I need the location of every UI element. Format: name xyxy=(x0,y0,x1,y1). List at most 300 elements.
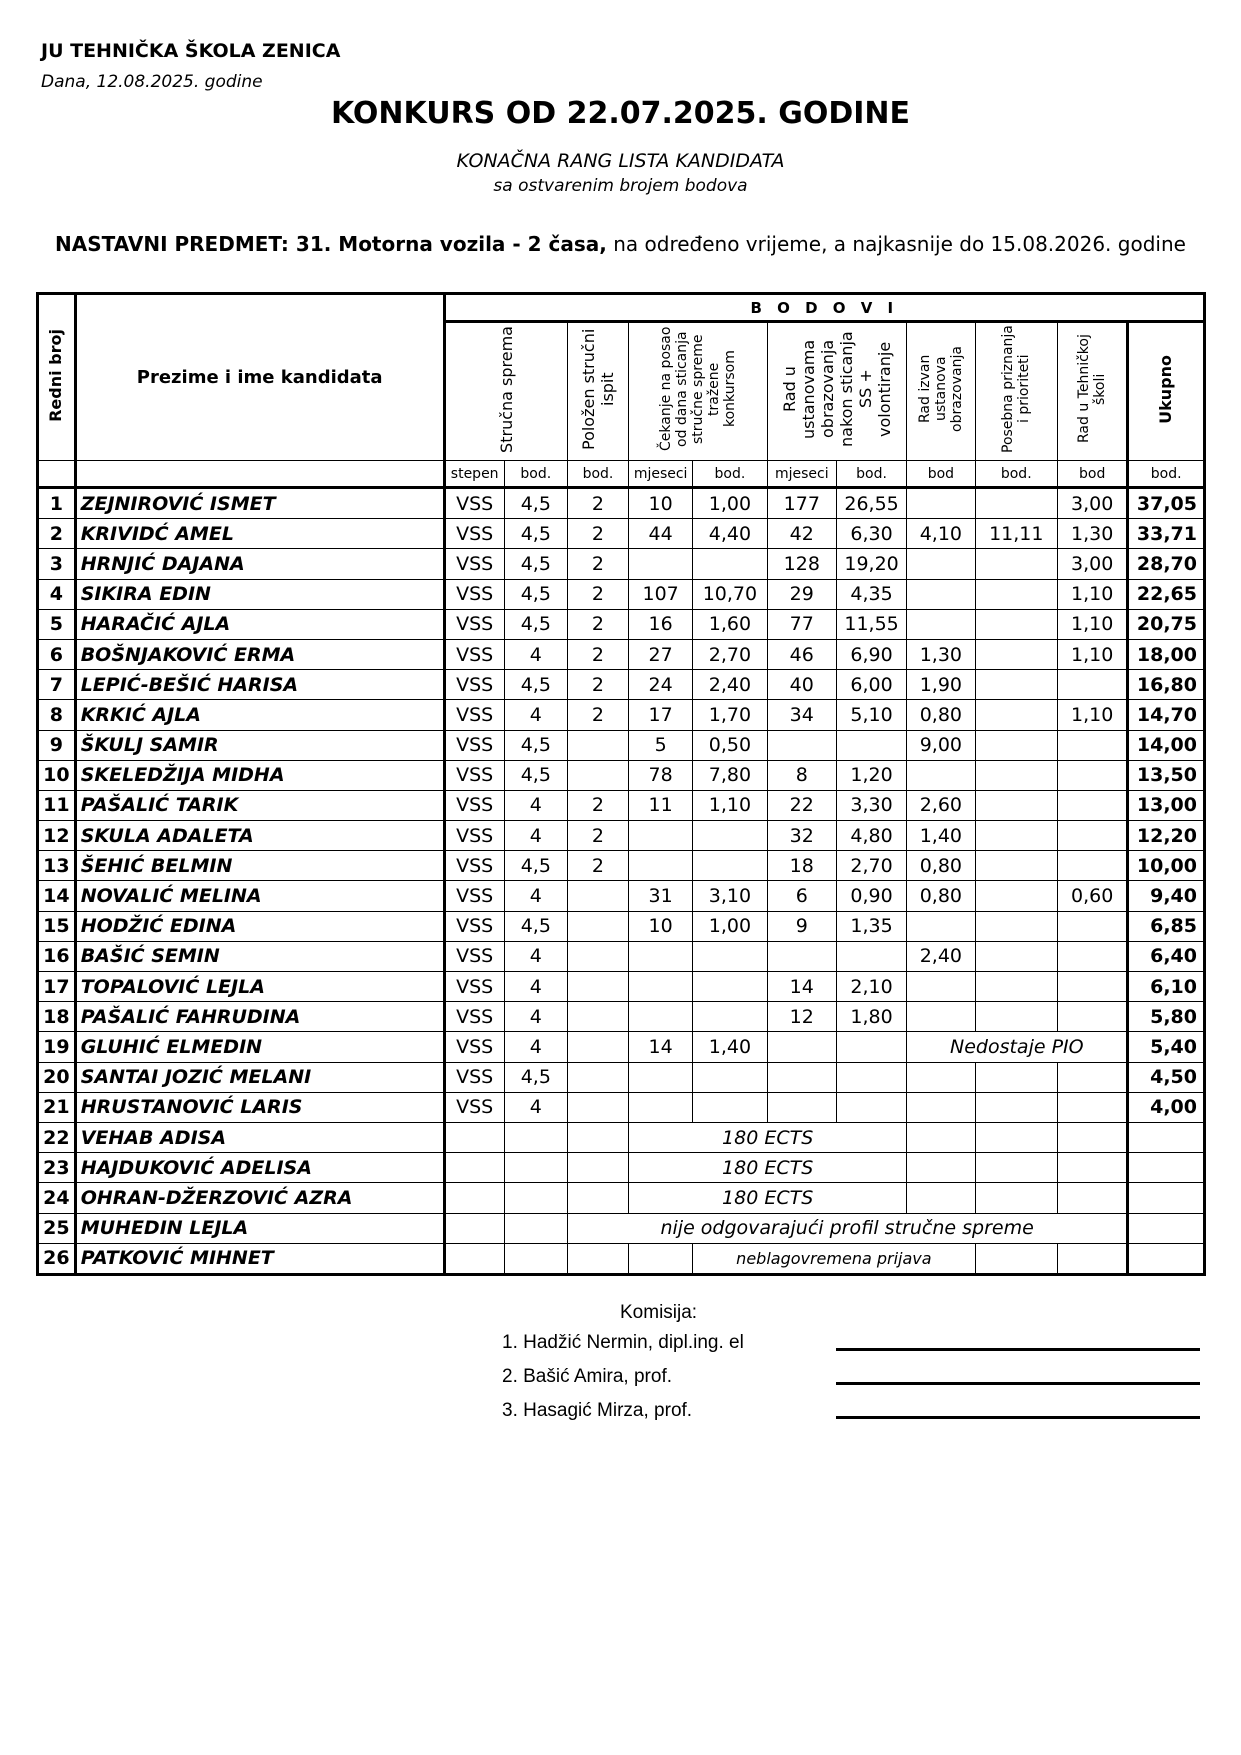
score-cell: 4,5 xyxy=(504,730,567,760)
candidate-name: SKULA ADALETA xyxy=(75,821,444,851)
score-cell xyxy=(1058,821,1128,851)
score-cell xyxy=(567,1243,628,1274)
score-cell: VSS xyxy=(444,911,504,941)
score-cell: VSS xyxy=(444,1032,504,1062)
score-cell xyxy=(693,972,767,1002)
score-cell: 177 xyxy=(767,488,836,519)
score-cell: 1,20 xyxy=(836,760,906,790)
score-cell: 1,10 xyxy=(1058,700,1128,730)
score-cell: 1,60 xyxy=(693,609,767,639)
score-cell xyxy=(1058,730,1128,760)
score-cell xyxy=(1058,1153,1128,1183)
row-number: 8 xyxy=(38,700,76,730)
total-score xyxy=(1128,1213,1205,1243)
row-number: 5 xyxy=(38,609,76,639)
score-cell: 2 xyxy=(567,821,628,851)
score-cell: 16 xyxy=(629,609,693,639)
score-cell xyxy=(1058,1092,1128,1122)
candidate-name: MUHEDIN LEJLA xyxy=(75,1213,444,1243)
table-row xyxy=(38,639,1205,669)
score-cell: VSS xyxy=(444,1092,504,1122)
candidate-name: PAŠALIĆ FAHRUDINA xyxy=(75,1002,444,1032)
score-cell: 10 xyxy=(629,911,693,941)
row-number: 18 xyxy=(38,1002,76,1032)
total-score: 5,80 xyxy=(1128,1002,1205,1032)
row-number: 22 xyxy=(38,1122,76,1152)
total-score xyxy=(1128,1183,1205,1213)
score-cell xyxy=(907,1062,975,1092)
score-cell xyxy=(567,1092,628,1122)
score-cell xyxy=(975,1062,1058,1092)
score-cell: 42 xyxy=(767,519,836,549)
score-cell xyxy=(1058,760,1128,790)
header-redni-broj: Redni broj xyxy=(38,294,76,461)
score-cell xyxy=(767,730,836,760)
candidate-name: HRUSTANOVIĆ LARIS xyxy=(75,1092,444,1122)
score-cell: 1,10 xyxy=(693,790,767,820)
school-name: JU TEHNIČKA ŠKOLA ZENICA xyxy=(41,40,341,62)
subheader-cell: mjeseci xyxy=(767,461,836,488)
candidate-name: VEHAB ADISA xyxy=(75,1122,444,1152)
score-cell: 4 xyxy=(504,700,567,730)
score-cell: 4 xyxy=(504,821,567,851)
score-cell: 34 xyxy=(767,700,836,730)
row-number: 14 xyxy=(38,881,76,911)
commission-member-2: 2. Bašić Amira, prof. xyxy=(502,1366,673,1387)
candidate-name: BAŠIĆ SEMIN xyxy=(75,941,444,971)
score-cell xyxy=(629,1092,693,1122)
score-cell xyxy=(693,1062,767,1092)
table-row xyxy=(38,851,1205,881)
score-cell xyxy=(1058,941,1128,971)
score-cell xyxy=(693,1002,767,1032)
row-number: 12 xyxy=(38,821,76,851)
score-cell xyxy=(693,1092,767,1122)
total-score: 28,70 xyxy=(1128,549,1205,579)
score-cell: 44 xyxy=(629,519,693,549)
subheader-cell: bod xyxy=(907,461,975,488)
score-cell xyxy=(975,911,1058,941)
subheader-empty xyxy=(38,461,76,488)
score-cell: 7,80 xyxy=(693,760,767,790)
score-cell: VSS xyxy=(444,790,504,820)
score-cell xyxy=(975,1183,1058,1213)
candidate-name: GLUHIĆ ELMEDIN xyxy=(75,1032,444,1062)
score-cell xyxy=(1058,1243,1128,1274)
score-cell: VSS xyxy=(444,972,504,1002)
candidate-name: NOVALIĆ MELINA xyxy=(75,881,444,911)
score-cell: 3,30 xyxy=(836,790,906,820)
table-row xyxy=(38,700,1205,730)
score-cell xyxy=(907,1002,975,1032)
score-cell: 2,10 xyxy=(836,972,906,1002)
score-cell xyxy=(1058,1183,1128,1213)
score-cell: 4,80 xyxy=(836,821,906,851)
subheader-cell: bod. xyxy=(975,461,1058,488)
header-rad-izvan: Rad izvan ustanova obrazovanja xyxy=(907,322,975,461)
score-cell xyxy=(567,972,628,1002)
commission-label: Komisija: xyxy=(620,1302,698,1323)
row-number: 21 xyxy=(38,1092,76,1122)
total-score xyxy=(1128,1122,1205,1152)
table-row xyxy=(38,670,1205,700)
score-cell xyxy=(975,881,1058,911)
subheader-empty xyxy=(75,461,444,488)
score-cell xyxy=(1058,1122,1128,1152)
score-cell: 0,90 xyxy=(836,881,906,911)
candidate-name: KRIVIDĆ AMEL xyxy=(75,519,444,549)
score-cell: 1,10 xyxy=(1058,609,1128,639)
score-cell xyxy=(907,1092,975,1122)
score-cell xyxy=(1058,972,1128,1002)
subheader-cell: bod. xyxy=(504,461,567,488)
score-cell xyxy=(907,609,975,639)
page-title: KONKURS OD 22.07.2025. GODINE xyxy=(330,96,910,131)
score-cell xyxy=(836,941,906,971)
row-number: 19 xyxy=(38,1032,76,1062)
score-cell: 24 xyxy=(629,670,693,700)
score-cell: 0,60 xyxy=(1058,881,1128,911)
score-cell xyxy=(629,1062,693,1092)
score-cell xyxy=(567,1122,628,1152)
score-cell xyxy=(1058,670,1128,700)
row-number: 24 xyxy=(38,1183,76,1213)
score-cell xyxy=(629,1002,693,1032)
score-cell: 10,70 xyxy=(693,579,767,609)
candidate-name: HODŽIĆ EDINA xyxy=(75,911,444,941)
row-note: 180 ECTS xyxy=(629,1183,907,1213)
score-cell: 17 xyxy=(629,700,693,730)
score-cell xyxy=(693,821,767,851)
total-score: 6,40 xyxy=(1128,941,1205,971)
score-cell xyxy=(907,549,975,579)
score-cell xyxy=(693,549,767,579)
row-number: 6 xyxy=(38,639,76,669)
subject-rest: na određeno vrijeme, a najkasnije do 15.08.2026. godine xyxy=(606,232,1186,256)
row-number: 7 xyxy=(38,670,76,700)
score-cell xyxy=(907,488,975,519)
candidate-name: PAŠALIĆ TARIK xyxy=(75,790,444,820)
score-cell: 4,5 xyxy=(504,488,567,519)
table-row xyxy=(38,941,1205,971)
score-cell xyxy=(907,1183,975,1213)
table-row xyxy=(38,790,1205,820)
score-cell xyxy=(767,1062,836,1092)
score-cell: 4,5 xyxy=(504,579,567,609)
score-cell: 4 xyxy=(504,881,567,911)
row-number: 20 xyxy=(38,1062,76,1092)
score-cell: 78 xyxy=(629,760,693,790)
score-cell: 1,30 xyxy=(1058,519,1128,549)
score-cell xyxy=(907,579,975,609)
table-row xyxy=(38,1092,1205,1122)
row-number: 15 xyxy=(38,911,76,941)
subtitle: KONAČNA RANG LISTA KANDIDATA xyxy=(456,150,785,172)
score-cell xyxy=(907,972,975,1002)
total-score: 12,20 xyxy=(1128,821,1205,851)
candidate-name: ŠKULJ SAMIR xyxy=(75,730,444,760)
score-cell: 2 xyxy=(567,519,628,549)
candidate-name: HRNJIĆ DAJANA xyxy=(75,549,444,579)
score-cell: VSS xyxy=(444,1062,504,1092)
table-row xyxy=(38,1032,1205,1062)
score-cell: 3,00 xyxy=(1058,488,1128,519)
score-cell: 4,5 xyxy=(504,519,567,549)
score-cell: 4,5 xyxy=(504,609,567,639)
score-cell xyxy=(504,1153,567,1183)
candidate-name: PATKOVIĆ MIHNET xyxy=(75,1243,444,1274)
row-number: 13 xyxy=(38,851,76,881)
score-cell xyxy=(504,1213,567,1243)
score-cell xyxy=(567,730,628,760)
subheader-cell: mjeseci xyxy=(629,461,693,488)
score-cell: 4 xyxy=(504,639,567,669)
score-cell xyxy=(975,670,1058,700)
score-cell xyxy=(444,1213,504,1243)
score-cell xyxy=(1058,851,1128,881)
total-score: 6,10 xyxy=(1128,972,1205,1002)
score-cell xyxy=(504,1122,567,1152)
row-note: 180 ECTS xyxy=(629,1122,907,1152)
score-cell: 4,40 xyxy=(693,519,767,549)
score-cell xyxy=(836,1032,906,1062)
subheader-cell: stepen xyxy=(444,461,504,488)
header-cekanje: Čekanje na posao od dana sticanja stručne spreme tražene konkursom xyxy=(629,322,768,461)
score-cell: 2 xyxy=(567,851,628,881)
score-cell: VSS xyxy=(444,639,504,669)
total-score: 14,70 xyxy=(1128,700,1205,730)
score-cell: 2 xyxy=(567,549,628,579)
candidate-name: HAJDUKOVIĆ ADELISA xyxy=(75,1153,444,1183)
score-cell: VSS xyxy=(444,670,504,700)
table-row xyxy=(38,1153,1205,1183)
score-cell: 12 xyxy=(767,1002,836,1032)
score-cell: 2 xyxy=(567,488,628,519)
total-score: 16,80 xyxy=(1128,670,1205,700)
score-cell xyxy=(693,941,767,971)
subtitle-secondary: sa ostvarenim brojem bodova xyxy=(493,176,748,196)
row-note: 180 ECTS xyxy=(629,1153,907,1183)
row-number: 2 xyxy=(38,519,76,549)
table-row xyxy=(38,1243,1205,1274)
commission-member-1: 1. Hadžić Nermin, dipl.ing. el xyxy=(502,1332,744,1353)
total-score: 13,00 xyxy=(1128,790,1205,820)
subheader-cell: bod. xyxy=(836,461,906,488)
header-rad-ustanovama: Rad u ustanovama obrazovanja nakon sticanja SS + volontiranje xyxy=(767,322,907,461)
row-number: 11 xyxy=(38,790,76,820)
score-cell: 1,10 xyxy=(1058,579,1128,609)
score-cell: 0,80 xyxy=(907,851,975,881)
score-cell: 2,70 xyxy=(836,851,906,881)
table-row xyxy=(38,730,1205,760)
total-score: 33,71 xyxy=(1128,519,1205,549)
score-cell xyxy=(1058,1002,1128,1032)
table-row xyxy=(38,911,1205,941)
score-cell: VSS xyxy=(444,730,504,760)
score-cell: VSS xyxy=(444,881,504,911)
score-cell: 4 xyxy=(504,941,567,971)
candidate-name: ŠEHIĆ BELMIN xyxy=(75,851,444,881)
total-score: 5,40 xyxy=(1128,1032,1205,1062)
score-cell: VSS xyxy=(444,700,504,730)
candidate-name: KRKIĆ AJLA xyxy=(75,700,444,730)
table-row xyxy=(38,1183,1205,1213)
score-cell: 6,90 xyxy=(836,639,906,669)
header-name: Prezime i ime kandidata xyxy=(75,294,444,461)
score-cell xyxy=(975,821,1058,851)
candidate-name: HARAČIĆ AJLA xyxy=(75,609,444,639)
score-cell: VSS xyxy=(444,1002,504,1032)
score-cell xyxy=(629,821,693,851)
score-cell xyxy=(975,1002,1058,1032)
score-cell xyxy=(975,1092,1058,1122)
candidate-name: LEPIĆ-BEŠIĆ HARISA xyxy=(75,670,444,700)
score-cell xyxy=(975,730,1058,760)
score-cell xyxy=(629,549,693,579)
score-cell: 0,80 xyxy=(907,881,975,911)
score-cell xyxy=(836,730,906,760)
score-cell: 14 xyxy=(767,972,836,1002)
score-cell: 128 xyxy=(767,549,836,579)
score-cell: VSS xyxy=(444,821,504,851)
score-cell: 1,00 xyxy=(693,911,767,941)
score-cell xyxy=(629,972,693,1002)
score-cell: 6,00 xyxy=(836,670,906,700)
score-cell xyxy=(907,760,975,790)
score-cell xyxy=(975,941,1058,971)
score-cell: 6 xyxy=(767,881,836,911)
score-cell xyxy=(975,790,1058,820)
score-cell xyxy=(693,851,767,881)
signature-line-1 xyxy=(836,1348,1200,1351)
signature-line-3 xyxy=(836,1416,1200,1419)
score-cell: 2 xyxy=(567,639,628,669)
score-cell xyxy=(975,1243,1058,1274)
score-cell xyxy=(629,851,693,881)
score-cell: 2,70 xyxy=(693,639,767,669)
row-number: 10 xyxy=(38,760,76,790)
score-cell xyxy=(975,579,1058,609)
subheader-cell: bod xyxy=(1058,461,1128,488)
score-cell xyxy=(444,1243,504,1274)
score-cell: 0,50 xyxy=(693,730,767,760)
score-cell: 1,70 xyxy=(693,700,767,730)
score-cell xyxy=(629,1243,693,1274)
row-number: 26 xyxy=(38,1243,76,1274)
row-note: neblagovremena prijava xyxy=(693,1243,975,1274)
score-cell xyxy=(567,911,628,941)
subject-bold: NASTAVNI PREDMET: 31. Motorna vozila - 2 časa, xyxy=(55,232,607,256)
score-cell: 4,5 xyxy=(504,1062,567,1092)
score-cell: 4,5 xyxy=(504,760,567,790)
score-cell xyxy=(1058,790,1128,820)
score-cell: 32 xyxy=(767,821,836,851)
score-cell: 1,90 xyxy=(907,670,975,700)
score-cell xyxy=(767,1092,836,1122)
total-score: 4,50 xyxy=(1128,1062,1205,1092)
score-cell: 2,40 xyxy=(907,941,975,971)
row-number: 4 xyxy=(38,579,76,609)
score-cell: 1,40 xyxy=(907,821,975,851)
header-rad-tehnickoj: Rad u Tehničkoj školi xyxy=(1058,322,1128,461)
score-cell xyxy=(975,1153,1058,1183)
score-cell: 0,80 xyxy=(907,700,975,730)
score-cell: 2 xyxy=(567,790,628,820)
score-cell xyxy=(567,760,628,790)
signature-line-2 xyxy=(836,1382,1200,1385)
row-number: 1 xyxy=(38,488,76,519)
score-cell: 1,10 xyxy=(1058,639,1128,669)
header-ukupno: Ukupno xyxy=(1128,322,1205,461)
score-cell xyxy=(1058,1062,1128,1092)
score-cell: VSS xyxy=(444,851,504,881)
total-score: 9,40 xyxy=(1128,881,1205,911)
score-cell: 5,10 xyxy=(836,700,906,730)
score-cell: 3,00 xyxy=(1058,549,1128,579)
subject-line xyxy=(0,232,1241,256)
score-cell: VSS xyxy=(444,609,504,639)
table-row xyxy=(38,1062,1205,1092)
score-cell xyxy=(975,488,1058,519)
score-cell xyxy=(444,1183,504,1213)
score-cell: 2,40 xyxy=(693,670,767,700)
candidate-name: SKELEDŽIJA MIDHA xyxy=(75,760,444,790)
score-cell: 4 xyxy=(504,972,567,1002)
total-score: 4,00 xyxy=(1128,1092,1205,1122)
score-cell: 1,30 xyxy=(907,639,975,669)
score-cell: 46 xyxy=(767,639,836,669)
score-cell: 29 xyxy=(767,579,836,609)
score-cell: 9,00 xyxy=(907,730,975,760)
candidate-name: SANTAI JOZIĆ MELANI xyxy=(75,1062,444,1092)
table-row xyxy=(38,1002,1205,1032)
table-row xyxy=(38,609,1205,639)
score-cell: 4 xyxy=(504,1092,567,1122)
score-cell xyxy=(629,941,693,971)
header-polozen-ispit: Položen stručni ispit xyxy=(567,322,628,461)
document-date: Dana, 12.08.2025. godine xyxy=(41,72,263,92)
table-row xyxy=(38,519,1205,549)
commission-member-3: 3. Hasagić Mirza, prof. xyxy=(502,1400,693,1421)
table-row xyxy=(38,579,1205,609)
row-note: Nedostaje PIO xyxy=(907,1032,1128,1062)
score-cell: 107 xyxy=(629,579,693,609)
score-cell: 14 xyxy=(629,1032,693,1062)
score-cell: 11,11 xyxy=(975,519,1058,549)
score-cell: 10 xyxy=(629,488,693,519)
score-cell xyxy=(975,1122,1058,1152)
score-cell: 6,30 xyxy=(836,519,906,549)
score-cell xyxy=(767,1032,836,1062)
score-cell: VSS xyxy=(444,760,504,790)
header-posebna-priznanja: Posebna priznanja i prioriteti xyxy=(975,322,1058,461)
score-cell xyxy=(975,609,1058,639)
score-cell: VSS xyxy=(444,519,504,549)
score-cell: 31 xyxy=(629,881,693,911)
candidate-name: ZEJNIROVIĆ ISMET xyxy=(75,488,444,519)
score-cell: VSS xyxy=(444,549,504,579)
score-cell: 1,00 xyxy=(693,488,767,519)
score-cell: 11 xyxy=(629,790,693,820)
score-cell: 4 xyxy=(504,790,567,820)
score-cell: 77 xyxy=(767,609,836,639)
table-row xyxy=(38,881,1205,911)
subheader-cell: bod. xyxy=(693,461,767,488)
score-cell xyxy=(504,1243,567,1274)
total-score: 13,50 xyxy=(1128,760,1205,790)
row-number: 16 xyxy=(38,941,76,971)
score-cell: 18 xyxy=(767,851,836,881)
